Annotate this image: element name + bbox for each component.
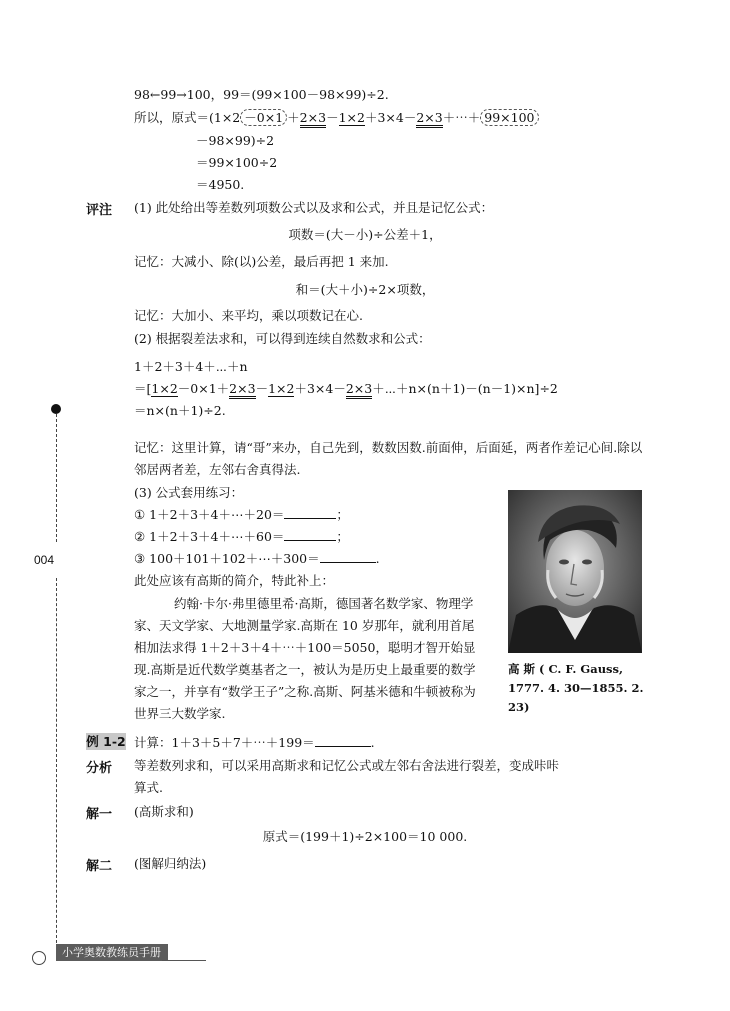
gauss-portrait bbox=[508, 490, 642, 653]
memory-1: 记忆：大减小、除(以)公差，最后再把 1 来加. bbox=[134, 254, 389, 269]
note-2: (2) 根据裂差法求和，可以得到连续自然数求和公式： bbox=[134, 331, 431, 346]
expr-part: －0×1＋ bbox=[177, 381, 230, 396]
expr-part: ＋ bbox=[287, 110, 300, 125]
formula-sum: 和＝(大＋小)÷2×项数， bbox=[295, 282, 435, 297]
double-underline-2x3-s2: 2×3 bbox=[346, 381, 372, 399]
answer-blank bbox=[284, 529, 336, 541]
double-underline-2x3-b: 2×3 bbox=[416, 110, 442, 128]
analysis-line-2: 算式. bbox=[134, 780, 163, 795]
memory-3-line-2: 邻居两者差，左邻右舍真得法. bbox=[134, 462, 301, 477]
sum-line-1: 1＋2＋3＋4＋⋯＋n bbox=[134, 359, 248, 374]
double-underline-2x3: 2×3 bbox=[300, 110, 326, 128]
line-4950: ＝4950. bbox=[196, 177, 245, 192]
exercise-text: ① 1＋2＋3＋4＋⋯＋20＝ bbox=[134, 507, 285, 522]
margin-dot bbox=[51, 404, 61, 414]
sum-line-3: ＝n×(n＋1)÷2. bbox=[134, 403, 226, 418]
line-98-99-100: 98←99→100，99＝(99×100－98×99)÷2. bbox=[134, 87, 389, 102]
expr-part: ＋3×4－ bbox=[294, 381, 346, 396]
page-number: 004 bbox=[34, 553, 55, 567]
example-badge: 例 1-2 bbox=[86, 734, 126, 749]
exercise-text: ② 1＋2＋3＋4＋⋯＋60＝ bbox=[134, 529, 285, 544]
expr-part: ＋⋯＋n×(n＋1)－(n－1)×n]÷2 bbox=[372, 381, 558, 396]
exercise-text: ③ 100＋101＋102＋⋯＋300＝ bbox=[134, 551, 320, 566]
question-text: 计算：1＋3＋5＋7＋⋯＋199＝ bbox=[134, 735, 315, 750]
underline-1x2-s: 1×2 bbox=[151, 381, 178, 396]
footer-circle-icon bbox=[32, 951, 46, 965]
footer-rule bbox=[162, 960, 206, 961]
solution-2-method: (图解归纳法) bbox=[134, 856, 207, 871]
sum-line-2 bbox=[134, 381, 558, 397]
answer-blank bbox=[315, 735, 371, 747]
expr-part: ＝[ bbox=[134, 381, 152, 396]
solution-1-method: (高斯求和) bbox=[134, 804, 194, 819]
formula-term-count: 项数＝(大－小)÷公差＋1， bbox=[288, 227, 442, 242]
label-analysis: 分析 bbox=[86, 761, 113, 776]
solution-1-formula: 原式＝(199＋1)÷2×100＝10 000. bbox=[262, 829, 468, 844]
label-pingzhu: 评注 bbox=[86, 203, 113, 218]
exercise-2 bbox=[134, 529, 349, 545]
expr-part: 所以，原式＝(1×2 bbox=[134, 110, 241, 125]
expr-part: － bbox=[255, 381, 269, 396]
exercise-3 bbox=[134, 551, 380, 567]
footer-book-title: 小学奥数教练员手册 bbox=[56, 944, 168, 961]
line-99x100-div2: ＝99×100÷2 bbox=[196, 155, 278, 170]
answer-blank bbox=[284, 507, 336, 519]
margin-dashed-line-upper bbox=[56, 414, 57, 542]
note-3: (3) 公式套用练习： bbox=[134, 485, 244, 500]
dashed-oval-99x100: 99×100 bbox=[480, 109, 538, 126]
analysis-line-1: 等差数列求和，可以采用高斯求和记忆公式或左邻右舍法进行裂差，变成咔咔 bbox=[134, 758, 560, 773]
exercise-1 bbox=[134, 507, 349, 523]
gauss-biography: 约翰·卡尔·弗里德里希·高斯，德国著名数学家、物理学家、天文学家、大地测量学家.高斯在 10 岁那年，就利用首尾相加法求得 1＋2＋3＋4＋⋯＋100＝5050，聪明才智开始显现.高斯是近代数学奠基者之一，被认为是历史上最重要的数学家之一，并享有“数学王子”之称.高斯、阿基米德和牛顿被称为世界三大数学家. bbox=[134, 596, 476, 721]
note-1: (1) 此处给出等差数列项数公式以及求和公式，并且是记忆公式： bbox=[134, 200, 494, 215]
punct: ； bbox=[336, 507, 349, 522]
answer-blank bbox=[320, 551, 376, 563]
punct: . bbox=[370, 735, 375, 750]
label-solution-1: 解一 bbox=[86, 807, 113, 822]
margin-dashed-line-lower bbox=[56, 578, 57, 948]
expr-part: － bbox=[326, 110, 339, 125]
portrait-caption: 高 斯 ( C. F. Gauss, 1777. 4. 30—1855. 2. 23) bbox=[508, 662, 644, 714]
memory-3-line-1: 记忆：这里计算，请“哥”来办，自己先到，数数因数.前面伸，后面延，两者作差记心间.除以 bbox=[134, 440, 643, 455]
underline-1x2: 1×2 bbox=[338, 110, 365, 125]
line-minus-98x99: －98×99)÷2 bbox=[196, 133, 275, 148]
punct: . bbox=[375, 551, 380, 566]
line-original-expr bbox=[134, 110, 539, 126]
gauss-intro: 此处应该有高斯的简介，特此补上： bbox=[134, 573, 335, 588]
label-solution-2: 解二 bbox=[86, 859, 113, 874]
punct: ； bbox=[336, 529, 349, 544]
dashed-oval-0x1: －0×1 bbox=[240, 109, 287, 126]
example-question bbox=[134, 735, 375, 751]
double-underline-2x3-s: 2×3 bbox=[229, 381, 255, 399]
expr-part: ＋3×4－ bbox=[364, 110, 417, 125]
expr-part: ＋⋯＋ bbox=[442, 110, 481, 125]
memory-2: 记忆：大加小、来平均，乘以项数记在心. bbox=[134, 308, 363, 323]
underline-1x2-s2: 1×2 bbox=[268, 381, 295, 396]
